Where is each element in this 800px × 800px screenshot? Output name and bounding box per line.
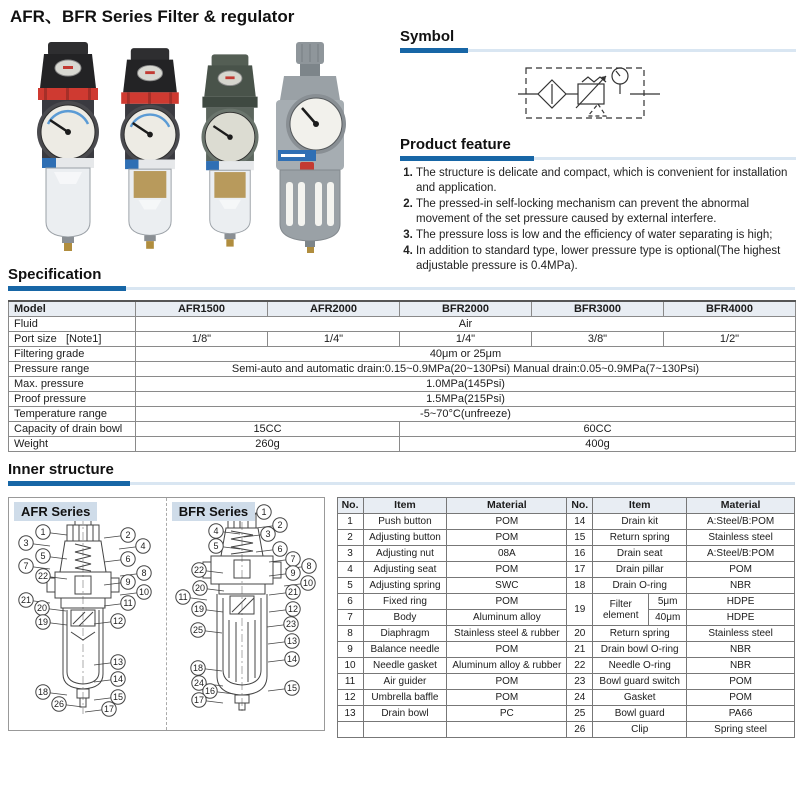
parts-cell: Adjusting seat <box>363 562 447 578</box>
spec-cell: 1/4" <box>400 332 532 347</box>
parts-cell: Drain bowl <box>363 706 447 722</box>
spec-cell: 60CC <box>400 422 796 437</box>
inner-structure-heading-text: Inner structure <box>8 461 114 478</box>
parts-cell: Bowl guard <box>593 706 687 722</box>
spec-row-label: Pressure range <box>9 362 136 377</box>
spec-cell: 3/8" <box>532 332 664 347</box>
parts-cell: Return spring <box>593 530 687 546</box>
callout-number: 6 <box>277 544 283 554</box>
spec-row <box>9 437 796 452</box>
callout-number: 5 <box>40 551 46 561</box>
parts-row <box>337 514 567 530</box>
pneumatic-symbol-wrap <box>400 54 796 136</box>
callout-number: 10 <box>138 587 150 597</box>
product-photo-bfr <box>258 42 366 254</box>
spec-header-row <box>9 301 796 317</box>
bfr-series-drawing <box>167 498 325 732</box>
specification-heading-text: Specification <box>8 266 102 283</box>
callout-number: 21 <box>20 595 32 605</box>
spec-row <box>9 392 796 407</box>
callout-number: 16 <box>204 686 215 696</box>
parts-cell: 17 <box>567 562 593 578</box>
parts-cell: 12 <box>337 690 363 706</box>
parts-row <box>337 594 567 610</box>
callout-number: 1 <box>261 507 267 517</box>
specification-heading <box>8 266 795 292</box>
parts-cell <box>447 722 567 738</box>
spec-row-label: Weight <box>9 437 136 452</box>
parts-cell: HDPE <box>687 610 795 626</box>
parts-cell: 10 <box>337 658 363 674</box>
parts-cell: HDPE <box>687 594 795 610</box>
afr-series-label: AFR Series <box>14 502 97 521</box>
callout-number: 17 <box>193 695 204 705</box>
page-title: AFR、BFR Series Filter & regulator <box>10 7 295 26</box>
parts-row <box>567 578 795 594</box>
parts-row <box>337 562 567 578</box>
parts-cell: PA66 <box>687 706 795 722</box>
parts-row <box>337 578 567 594</box>
spec-cell: Semi-auto and automatic drain:0.15~0.9MPa(20~130Psi) Manual drain:0.05~0.9MPa(7~130Psi) <box>136 362 796 377</box>
parts-header-cell: No. <box>567 498 593 514</box>
parts-cell: 13 <box>337 706 363 722</box>
spec-row-label: Filtering grade <box>9 347 136 362</box>
parts-cell: 3 <box>337 546 363 562</box>
parts-tables <box>337 497 795 738</box>
parts-row <box>567 658 795 674</box>
bfr-series-label: BFR Series <box>172 502 255 521</box>
callout-number: 7 <box>23 561 29 571</box>
parts-row <box>567 562 795 578</box>
spec-header-cell: AFR2000 <box>268 301 400 317</box>
parts-cell: Spring steel <box>687 722 795 738</box>
parts-row <box>337 658 567 674</box>
parts-cell: NBR <box>687 642 795 658</box>
spec-header-cell: BFR3000 <box>532 301 664 317</box>
heading-accent-bar <box>8 481 130 486</box>
parts-cell: NBR <box>687 578 795 594</box>
parts-cell: 23 <box>567 674 593 690</box>
callout-number: 11 <box>178 592 188 602</box>
parts-row <box>567 594 795 610</box>
callout-number: 12 <box>112 616 124 626</box>
callout-number: 13 <box>286 636 297 646</box>
callout-number: 14 <box>286 654 297 664</box>
spec-row <box>9 377 796 392</box>
callout-number: 18 <box>192 663 203 673</box>
parts-cell: Body <box>363 610 447 626</box>
parts-row <box>567 706 795 722</box>
parts-cell: 11 <box>337 674 363 690</box>
parts-table-left-body <box>337 498 567 738</box>
parts-cell: 18 <box>567 578 593 594</box>
spec-row-label: Proof pressure <box>9 392 136 407</box>
parts-row <box>337 610 567 626</box>
feature-item: 3. The pressure loss is low and the efficiency of water separating is high; <box>416 228 796 243</box>
parts-cell: NBR <box>687 658 795 674</box>
parts-cell: 20 <box>567 626 593 642</box>
parts-cell: Drain pillar <box>593 562 687 578</box>
callout-number: 9 <box>125 577 131 587</box>
parts-cell: 5μm <box>649 594 687 610</box>
specification-section <box>8 266 795 452</box>
spec-table <box>8 300 796 452</box>
parts-cell: Balance needle <box>363 642 447 658</box>
parts-cell: PC <box>447 706 567 722</box>
callout-number: 18 <box>37 687 49 697</box>
feature-list <box>400 166 796 274</box>
callout-number: 19 <box>193 604 204 614</box>
parts-row <box>337 706 567 722</box>
parts-cell: 6 <box>337 594 363 610</box>
callout-number: 21 <box>287 587 298 597</box>
inner-structure-section <box>8 461 795 738</box>
parts-cell: 7 <box>337 610 363 626</box>
pneumatic-symbol <box>518 58 668 128</box>
parts-cell: 15 <box>567 530 593 546</box>
parts-cell: Adjusting button <box>363 530 447 546</box>
product-feature-heading <box>400 136 796 162</box>
callout-number: 4 <box>140 541 146 551</box>
parts-cell: SWC <box>447 578 567 594</box>
parts-cell: POM <box>447 562 567 578</box>
parts-cell: POM <box>447 594 567 610</box>
feature-item: 2. The pressed-in self-locking mechanism can prevent the abnormal movement of the set pressure caused by external interfere. <box>416 197 796 227</box>
parts-cell: Aluminum alloy <box>447 610 567 626</box>
parts-cell: 16 <box>567 546 593 562</box>
parts-cell: POM <box>687 562 795 578</box>
parts-cell: Drain kit <box>593 514 687 530</box>
parts-cell: Fixed ring <box>363 594 447 610</box>
parts-header-cell: No. <box>337 498 363 514</box>
parts-table-right <box>566 497 795 738</box>
callout-number: 24 <box>193 678 204 688</box>
parts-cell: Adjusting nut <box>363 546 447 562</box>
callout-number: 2 <box>125 530 131 540</box>
parts-cell: Bowl guard switch <box>593 674 687 690</box>
callout-number: 8 <box>306 561 312 571</box>
parts-cell: 19 <box>567 594 593 626</box>
spec-row <box>9 317 796 332</box>
spec-cell: -5~70°C(unfreeze) <box>136 407 796 422</box>
product-feature-heading-text: Product feature <box>400 136 511 153</box>
parts-cell: POM <box>447 514 567 530</box>
inner-structure-diagrams <box>8 497 325 731</box>
callout-number: 14 <box>112 674 124 684</box>
parts-cell: POM <box>447 674 567 690</box>
spec-cell: 1/4" <box>268 332 400 347</box>
parts-cell: POM <box>447 530 567 546</box>
right-column <box>400 28 796 275</box>
spec-cell: Air <box>136 317 796 332</box>
callout-number: 22 <box>37 571 49 581</box>
parts-cell: 08A <box>447 546 567 562</box>
parts-cell: Umbrella baffle <box>363 690 447 706</box>
callout-number: 17 <box>103 704 115 714</box>
parts-cell: Drain seat <box>593 546 687 562</box>
parts-cell: Gasket <box>593 690 687 706</box>
parts-cell: Drain O-ring <box>593 578 687 594</box>
product-photos <box>0 36 398 258</box>
callout-number: 1 <box>40 527 46 537</box>
parts-cell: Clip <box>593 722 687 738</box>
callout-number: 15 <box>112 692 124 702</box>
spec-row-label: Max. pressure <box>9 377 136 392</box>
parts-row <box>337 546 567 562</box>
spec-cell: 1.5MPa(215Psi) <box>136 392 796 407</box>
parts-cell: Filter element <box>593 594 649 626</box>
callout-number: 20 <box>36 603 48 613</box>
callout-number: 13 <box>112 657 124 667</box>
spec-row <box>9 422 796 437</box>
feature-item: 4. In addition to standard type, lower pressure type is optional(The highest adjustable pressure is 0.4MPa). <box>416 244 796 274</box>
callout-number: 8 <box>141 568 147 578</box>
spec-header-cell: Model <box>9 301 136 317</box>
parts-header-row <box>337 498 567 514</box>
parts-cell: Drain bowl O-ring <box>593 642 687 658</box>
spec-cell: 260g <box>136 437 400 452</box>
parts-row <box>337 642 567 658</box>
callout-number: 6 <box>125 554 131 564</box>
spec-row-label: Port size [Note1] <box>9 332 136 347</box>
parts-cell: A:Steel/B:POM <box>687 546 795 562</box>
parts-row <box>567 642 795 658</box>
spec-row-label: Capacity of drain bowl <box>9 422 136 437</box>
parts-row <box>567 722 795 738</box>
parts-cell: Stainless steel <box>687 530 795 546</box>
spec-row <box>9 347 796 362</box>
parts-cell: 24 <box>567 690 593 706</box>
parts-cell: Air guider <box>363 674 447 690</box>
parts-cell: 26 <box>567 722 593 738</box>
parts-cell: 9 <box>337 642 363 658</box>
parts-cell: 25 <box>567 706 593 722</box>
parts-cell: 22 <box>567 658 593 674</box>
spec-row <box>9 362 796 377</box>
callout-number: 23 <box>285 619 296 629</box>
parts-cell: Aluminum alloy & rubber <box>447 658 567 674</box>
parts-cell <box>363 722 447 738</box>
parts-table-right-body <box>567 498 795 738</box>
parts-row <box>567 546 795 562</box>
heading-accent-bar <box>8 286 126 291</box>
spec-header-cell: BFR4000 <box>664 301 796 317</box>
parts-row <box>337 626 567 642</box>
heading-accent-bar <box>400 156 534 161</box>
callout-number: 10 <box>302 578 313 588</box>
parts-cell: POM <box>447 642 567 658</box>
spec-row-label: Temperature range <box>9 407 136 422</box>
parts-cell: Return spring <box>593 626 687 642</box>
callout-number: 26 <box>53 699 65 709</box>
parts-cell: Diaphragm <box>363 626 447 642</box>
spec-row <box>9 332 796 347</box>
parts-table-left <box>337 497 568 738</box>
parts-cell: POM <box>447 690 567 706</box>
spec-row-label: Fluid <box>9 317 136 332</box>
parts-header-cell: Item <box>593 498 687 514</box>
parts-header-cell: Item <box>363 498 447 514</box>
parts-cell: 21 <box>567 642 593 658</box>
callout-number: 25 <box>192 625 203 635</box>
parts-cell <box>337 722 363 738</box>
parts-cell: 40μm <box>649 610 687 626</box>
parts-row <box>337 722 567 738</box>
parts-row <box>337 530 567 546</box>
parts-row <box>567 690 795 706</box>
parts-header-row <box>567 498 795 514</box>
callout-number: 5 <box>213 541 219 551</box>
spec-cell: 15CC <box>136 422 400 437</box>
spec-row <box>9 407 796 422</box>
parts-cell: 4 <box>337 562 363 578</box>
callout-number: 2 <box>277 520 283 530</box>
parts-cell: Stainless steel & rubber <box>447 626 567 642</box>
bfr-series-panel <box>167 498 324 730</box>
parts-cell: A:Steel/B:POM <box>687 514 795 530</box>
parts-cell: POM <box>687 674 795 690</box>
spec-cell: 400g <box>400 437 796 452</box>
parts-row <box>567 530 795 546</box>
spec-cell: 1.0MPa(145Psi) <box>136 377 796 392</box>
spec-cell: 1/8" <box>136 332 268 347</box>
callout-number: 22 <box>193 565 204 575</box>
parts-cell: POM <box>687 690 795 706</box>
spec-cell: 40μm or 25μm <box>136 347 796 362</box>
heading-underline <box>8 287 795 290</box>
parts-cell: 1 <box>337 514 363 530</box>
parts-header-cell: Material <box>447 498 567 514</box>
feature-item: 1. The structure is delicate and compact, which is convenient for installation and application. <box>416 166 796 196</box>
inner-structure-heading <box>8 461 795 487</box>
afr-series-panel <box>9 498 167 730</box>
parts-header-cell: Material <box>687 498 795 514</box>
spec-header-cell: AFR1500 <box>136 301 268 317</box>
parts-cell: 2 <box>337 530 363 546</box>
parts-cell: Push button <box>363 514 447 530</box>
callout-number: 4 <box>213 526 219 536</box>
heading-accent-bar <box>400 48 468 53</box>
parts-cell: Stainless steel <box>687 626 795 642</box>
symbol-heading <box>400 28 796 54</box>
parts-row <box>337 674 567 690</box>
parts-cell: Needle gasket <box>363 658 447 674</box>
spec-header-cell: BFR2000 <box>400 301 532 317</box>
parts-cell: 5 <box>337 578 363 594</box>
callout-number: 3 <box>265 529 271 539</box>
callout-number: 9 <box>290 568 296 578</box>
callout-number: 20 <box>194 583 205 593</box>
parts-row <box>567 626 795 642</box>
afr-series-drawing <box>9 498 167 732</box>
parts-cell: Adjusting spring <box>363 578 447 594</box>
callout-number: 12 <box>287 604 298 614</box>
parts-row <box>567 674 795 690</box>
parts-cell: Needle O-ring <box>593 658 687 674</box>
parts-row <box>337 690 567 706</box>
spec-table-body <box>9 301 796 452</box>
parts-cell: 8 <box>337 626 363 642</box>
callout-number: 19 <box>37 617 49 627</box>
callout-number: 7 <box>290 554 296 564</box>
callout-number: 11 <box>123 598 133 608</box>
spec-cell: 1/2" <box>664 332 796 347</box>
symbol-heading-text: Symbol <box>400 28 455 45</box>
parts-row <box>567 514 795 530</box>
callout-number: 3 <box>23 538 29 548</box>
parts-cell: 14 <box>567 514 593 530</box>
callout-number: 15 <box>286 683 297 693</box>
